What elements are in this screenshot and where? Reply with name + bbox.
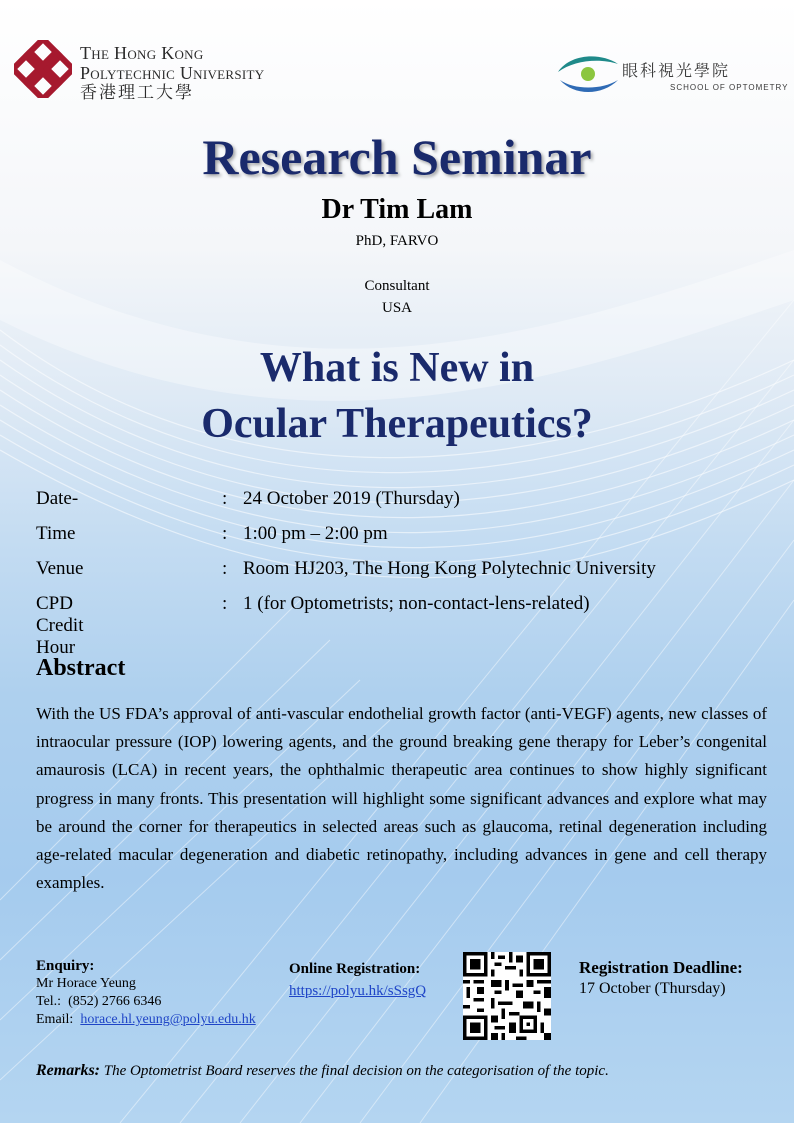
university-name-chinese: 香港理工大學 [80,83,194,103]
university-name-line1: The Hong Kong [80,43,204,63]
remarks-text: The Optometrist Board reserves the final decision on the categorisation of the topic. [103,1063,609,1079]
school-name-english: SCHOOL OF OPTOMETRY [670,83,789,92]
enquiry-email [36,1011,256,1029]
detail-separator: : [222,488,228,509]
tel-label: Tel.: [36,994,62,1009]
polyu-logo-icon [14,40,72,98]
qr-code-icon[interactable] [463,952,551,1040]
detail-value: 1 (for Optometrists; non-contact-lens-related) [243,593,590,614]
university-name-line2: Polytechnic University [80,63,265,83]
abstract-heading: Abstract [36,655,126,681]
speaker-name: Dr Tim Lam [321,194,473,225]
university-name [80,44,264,102]
registration-heading: Online Registration: [289,961,421,977]
deadline-heading: Registration Deadline: [579,958,743,977]
speaker-credentials: PhD, FARVO [355,233,439,249]
registration-link[interactable]: https://polyu.hk/sSsgQ [289,983,427,999]
detail-separator: : [222,523,228,544]
school-name-chinese: 眼科視光學院 [622,61,731,80]
detail-value: 24 October 2019 (Thursday) [243,488,460,509]
remarks-label: Remarks: [36,1062,100,1079]
detail-value: 1:00 pm – 2:00 pm [243,523,388,544]
talk-title [0,340,794,452]
detail-value: Room HJ203, The Hong Kong Polytechnic University [243,558,656,579]
talk-title-line2: Ocular Therapeutics? [201,401,593,447]
speaker-position: Consultant [364,278,430,294]
school-name [622,63,788,92]
enquiry-block [36,957,256,1029]
detail-label: Time [36,523,76,544]
detail-separator: : [222,593,228,614]
enquiry-heading: Enquiry: [36,958,95,974]
email-label: Email: [36,1012,74,1027]
school-of-optometry-logo-icon [556,50,620,100]
tel-number: (852) 2766 6346 [68,994,162,1009]
email-link[interactable]: horace.hl.yeung@polyu.edu.hk [80,1012,256,1027]
speaker-country: USA [381,300,412,316]
detail-label: Venue [36,558,84,579]
detail-separator: : [222,558,228,579]
detail-label: CPD Credit Hour [36,593,84,658]
detail-label: Date- [36,488,79,509]
abstract-text: With the US FDA’s approval of anti-vascular endothelial growth factor (anti-VEGF) agents, new classes of intraocular pressure (IOP) lowering agents, and the ground breaking gene therapy for Leber’s congenital amaurosis (LCA) in recent years, the ophthalmic therapeutic area continues to show highly significant progress in many fronts. This presentation will highlight some significant advances and explore what may be around the corner for therapeutics in selected areas such as glaucoma, retinal degeneration including age-related macular degeneration and diabetic retinopathy, including advances in gene and cell therapy examples. [36,704,767,893]
remarks [36,1062,609,1080]
deadline-block [579,957,743,999]
seminar-title: Research Seminar [202,129,592,185]
talk-title-line1: What is New in [259,345,535,391]
registration-block [289,961,426,1000]
enquiry-contact: Mr Horace Yeung [36,976,136,991]
deadline-date: 17 October (Thursday) [579,980,726,997]
enquiry-tel [36,993,256,1011]
